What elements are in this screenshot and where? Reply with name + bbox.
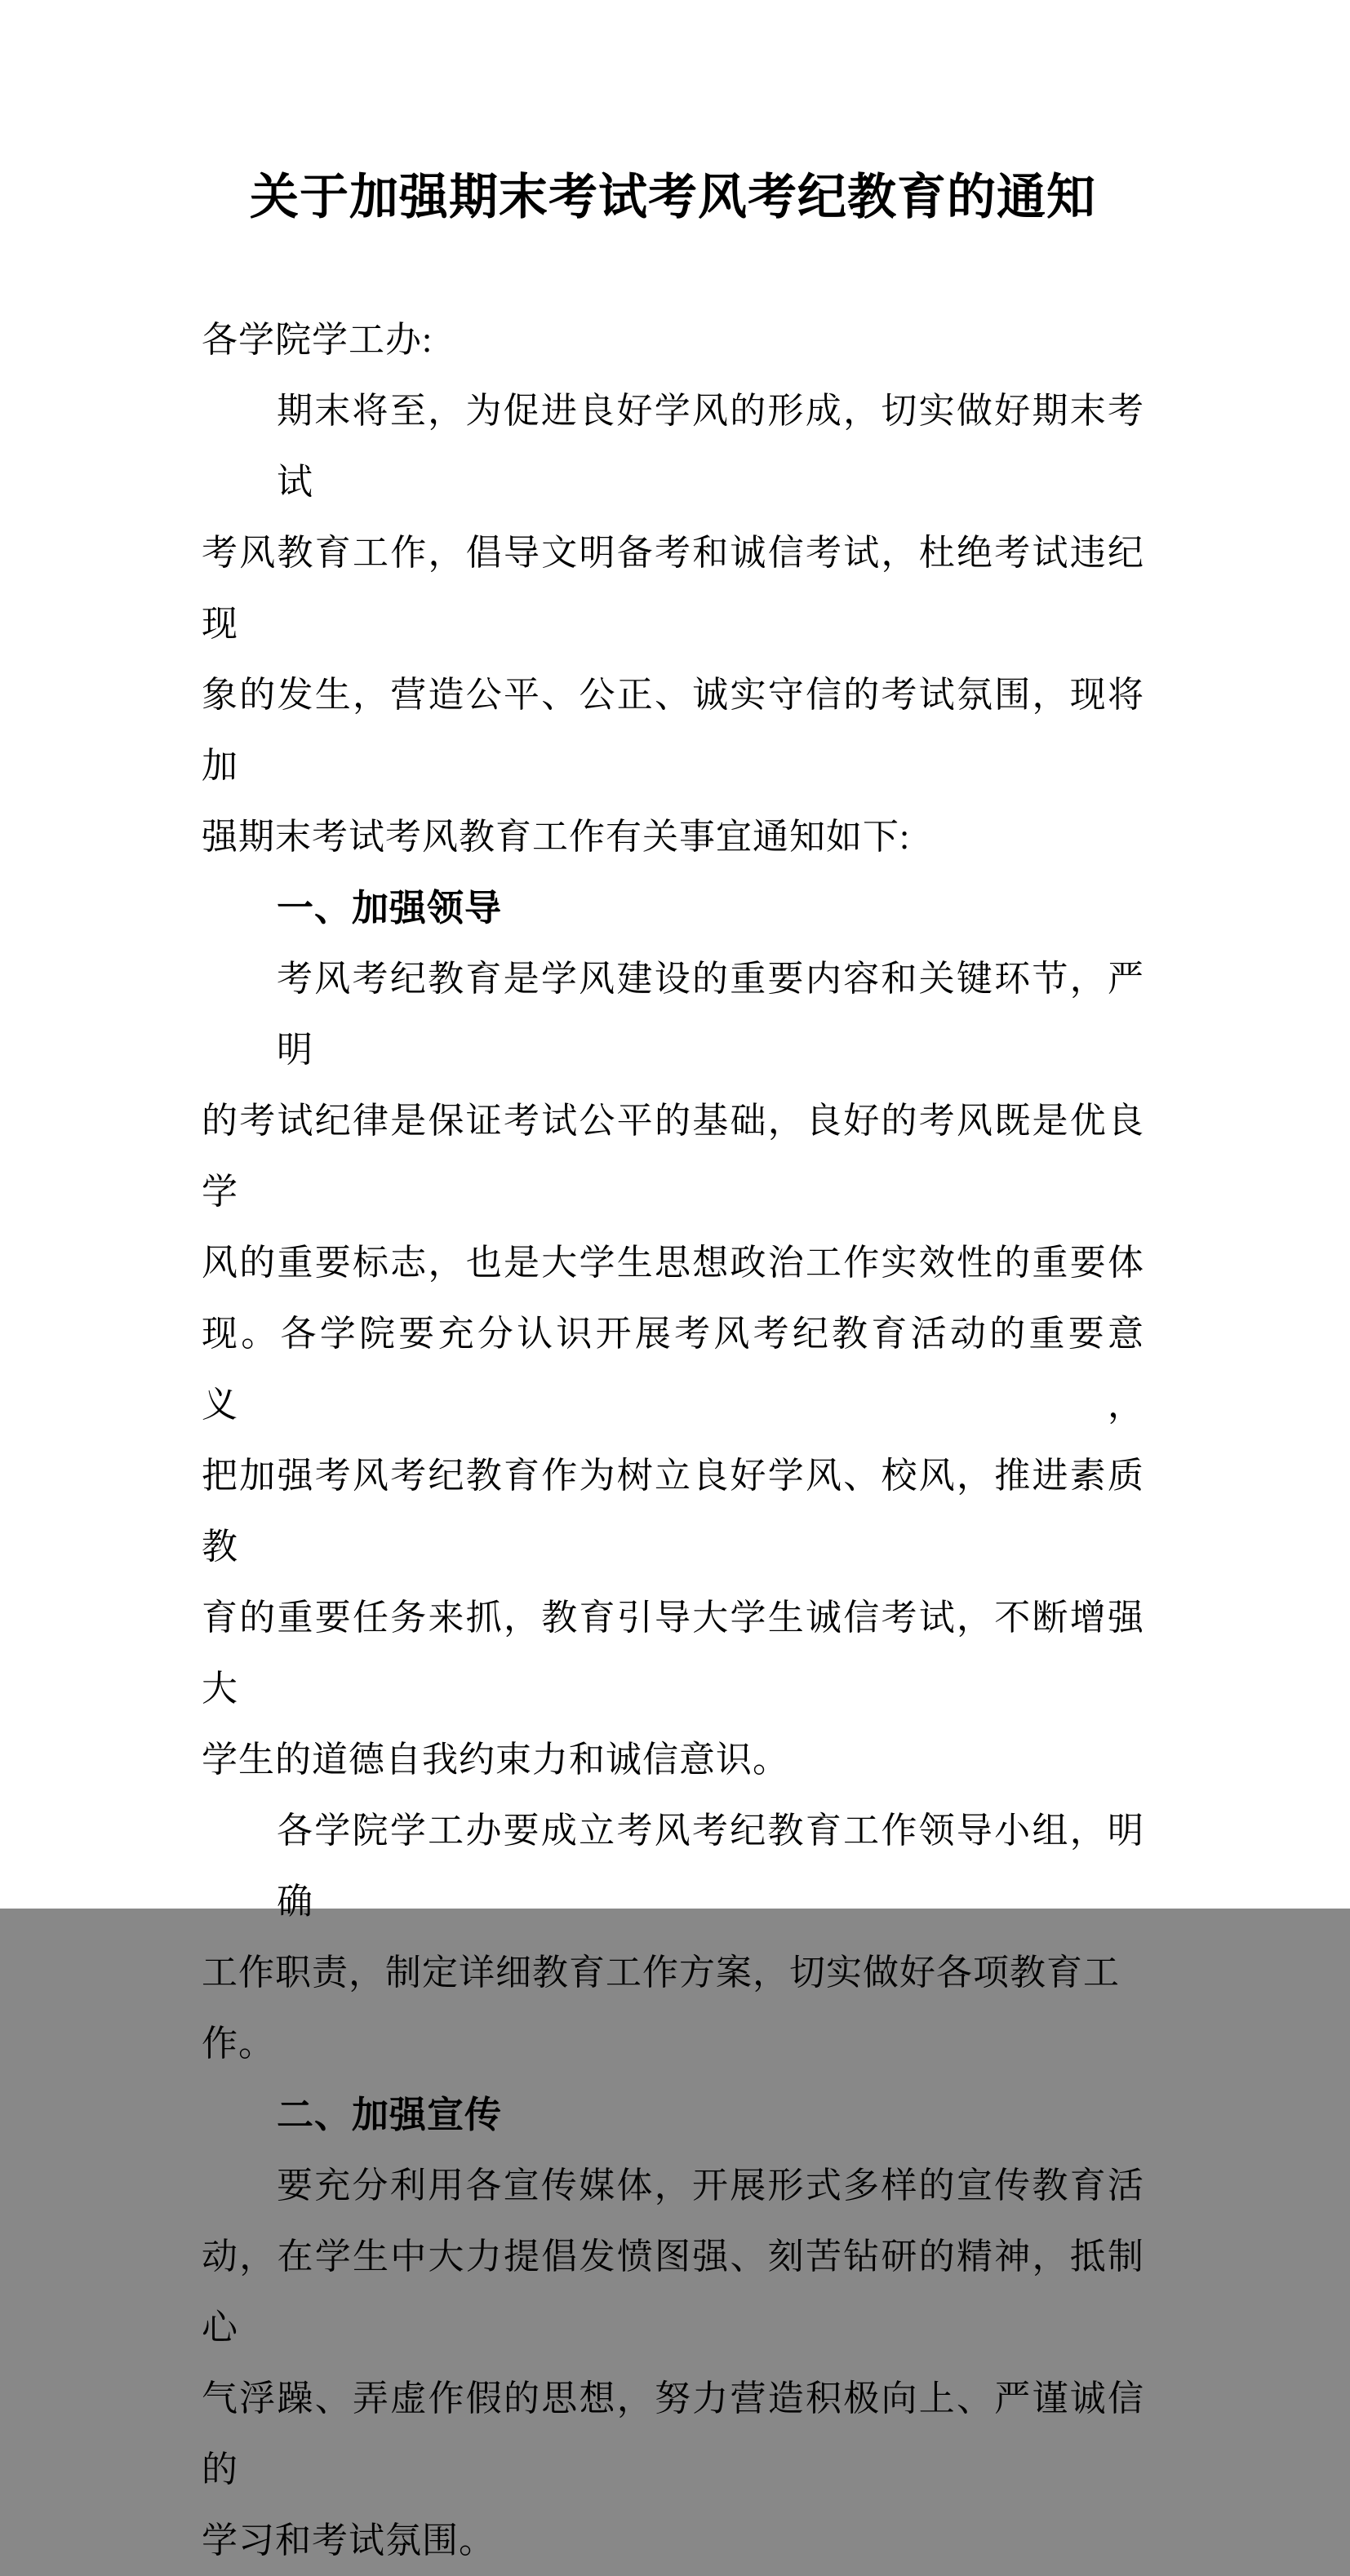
text-line: 学生的道德自我约束力和诚信意识。 — [202, 1740, 789, 1780]
text-line: 育的重要任务来抓，教育引导大学生诚信考试，不断增强大 — [202, 1598, 1144, 1709]
text-line: 工作职责，制定详细教育工作方案，切实做好各项教育工作。 — [202, 1953, 1120, 2064]
text-line: 的考试纪律是保证考试公平的基础，良好的考风既是优良学 — [202, 1101, 1144, 1212]
document-body — [202, 304, 1144, 2576]
text-line: 风的重要标志，也是大学生思想政治工作实效性的重要体 — [202, 1243, 1144, 1283]
document-title: 关于加强期末考试考风考纪教育的通知 — [250, 171, 1096, 224]
paragraph — [202, 943, 1144, 1795]
section-heading — [202, 872, 1144, 943]
text-line: 期末将至，为促进良好学风的形成，切实做好期末考试 — [277, 391, 1144, 502]
paragraph — [202, 1795, 1144, 2079]
text-line: 把加强考风考纪教育作为树立良好学风、校风，推进素质教 — [202, 1456, 1144, 1567]
paragraph — [202, 375, 1144, 872]
text-line: 各学院学工办: — [202, 320, 433, 360]
text-line: 考风考纪教育是学风建设的重要内容和关键环节，严明 — [277, 959, 1144, 1070]
text-line: 动，在学生中大力提倡发愤图强、刻苦钻研的精神，抵制心 — [202, 2237, 1144, 2348]
text-line: 现。各学院要充分认识开展考风考纪教育活动的重要意义， — [202, 1314, 1144, 1425]
text-line: 一、加强领导 — [277, 887, 503, 929]
section-heading — [202, 2079, 1144, 2150]
text-line: 强期末考试考风教育工作有关事宜通知如下: — [202, 817, 911, 857]
text-line: 要充分利用各宣传媒体，开展形式多样的宣传教育活 — [277, 2166, 1144, 2206]
text-line: 二、加强宣传 — [277, 2094, 503, 2135]
text-line: 气浮躁、弄虚作假的思想，努力营造积极向上、严谨诚信的 — [202, 2379, 1144, 2490]
text-line: 学习和考试氛围。 — [202, 2521, 495, 2560]
text-line: 各学院学工办要成立考风考纪教育工作领导小组，明确 — [277, 1811, 1144, 1922]
text-line: 象的发生，营造公平、公正、诚实守信的考试氛围，现将加 — [202, 675, 1144, 786]
text-line: 考风教育工作，倡导文明备考和诚信考试，杜绝考试违纪现 — [202, 533, 1144, 644]
salutation — [202, 304, 1144, 375]
paragraph — [202, 2150, 1144, 2576]
